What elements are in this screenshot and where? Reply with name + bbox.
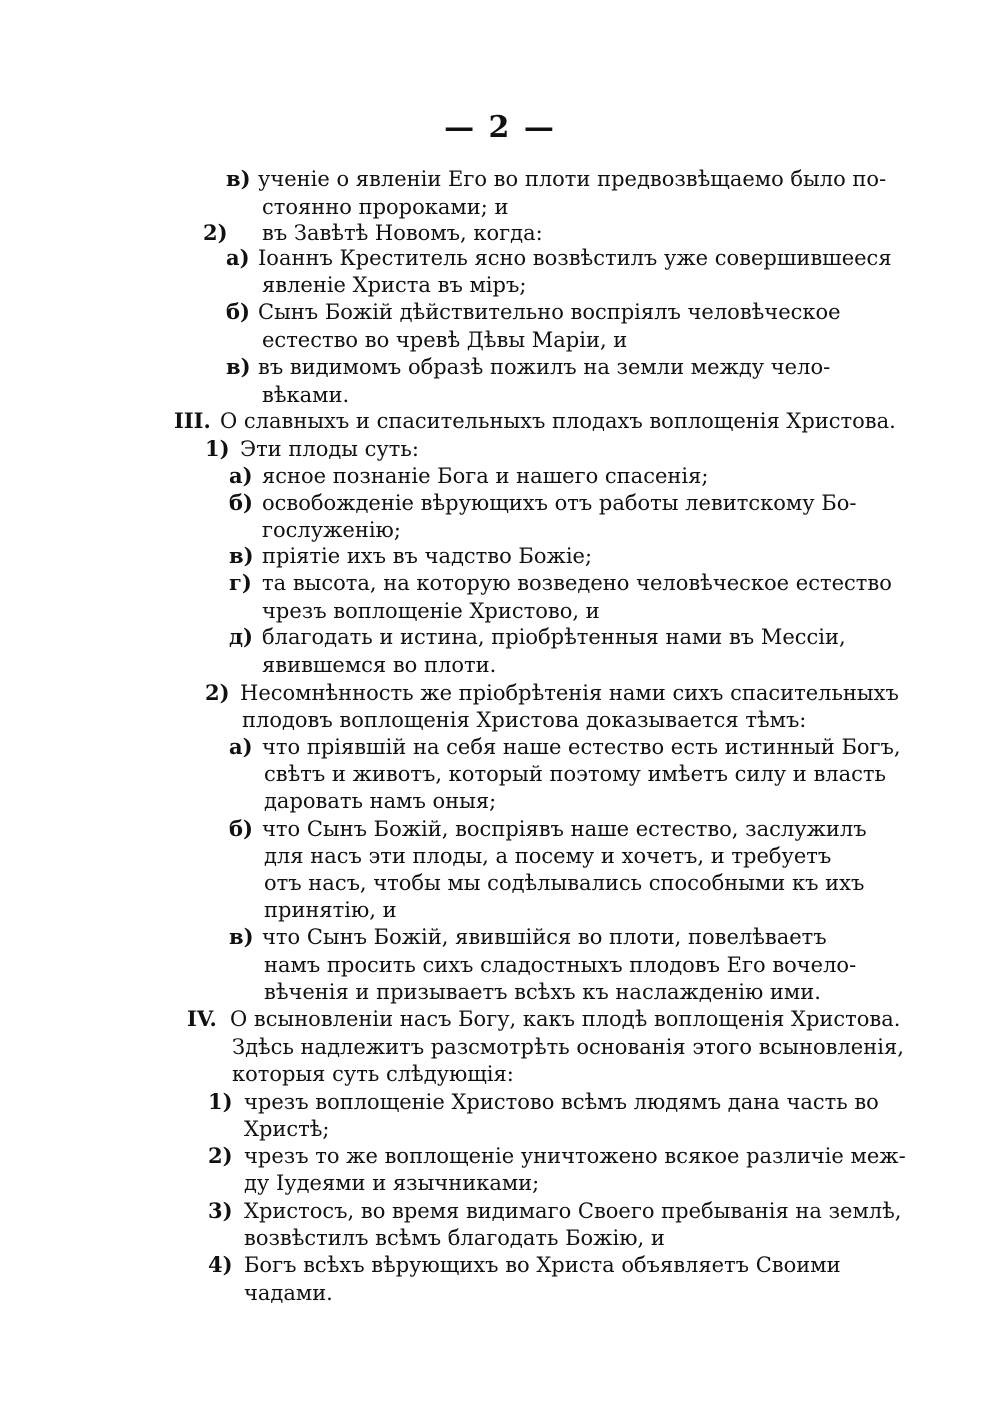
list-marker: 4) [208,1252,233,1277]
text-line: чрезъ воплощеніе Христово всѣмъ людямъ дана часть во [244,1090,879,1114]
list-marker: 2) [205,680,230,705]
list-marker: 1) [205,436,230,461]
text-line: естество во чревѣ Дѣвы Маріи, и [262,328,628,352]
text-line: явившемся во плоти. [262,653,497,677]
text-line: вѣченія и призываетъ всѣхъ къ наслажденію ими. [264,980,821,1004]
list-marker: 2) [203,220,228,245]
text-line: О всыновленіи насъ Богу, какъ плодѣ воплощенія Христова. [230,1007,901,1031]
text-line: стоянно пророками; и [262,195,509,219]
text-line: благодать и истина, пріобрѣтенныя нами въ Мессіи, [262,625,846,649]
list-marker: в) [226,354,251,379]
text-line: Христосъ, во время видимаго Своего пребыванія на землѣ, [244,1199,902,1223]
list-marker: а) [229,734,253,759]
text-line: вѣками. [262,383,350,407]
text-line: ясное познаніе Бога и нашего спасенія; [262,464,709,488]
text-line: Сынъ Божій дѣйствительно воспріялъ человѣческое [258,300,841,324]
list-marker: а) [226,245,250,270]
page-number: — 2 — [444,110,556,145]
list-marker: а) [229,463,253,488]
text-line: что Сынъ Божій, явившійся во плоти, повелѣваетъ [262,925,827,949]
text-line: плодовъ воплощенія Христова доказывается тѣмъ: [242,708,807,732]
text-line: Здѣсь надлежитъ разсмотрѣть основанія этого всыновленія, [232,1035,904,1059]
list-marker: IV. [187,1006,217,1031]
text-line: Эти плоды суть: [240,437,419,461]
list-marker: г) [229,570,252,595]
list-marker: б) [229,816,253,841]
list-marker: д) [229,624,253,649]
text-line: Іоаннъ Креститель ясно возвѣстилъ уже совершившееся [258,246,892,270]
text-line: ученіе о явленіи Его во плоти предвозвѣщаемо было по- [258,167,887,191]
list-marker: б) [226,299,250,324]
text-line: чрезъ воплощеніе Христово, и [262,599,600,623]
text-line: ду Іудеями и язычниками; [244,1171,540,1195]
list-marker: III. [174,408,211,433]
text-line: въ Завѣтѣ Новомъ, когда: [262,221,543,245]
text-line: та высота, на которую возведено человѣческое естество [262,571,892,595]
text-line: освобожденіе вѣрующихъ отъ работы левитскому Бо- [262,491,857,515]
text-line: возвѣстилъ всѣмъ благодать Божію, и [244,1226,665,1250]
list-marker: 3) [208,1198,233,1223]
text-line: что пріявшій на себя наше естество есть истинный Богъ, [262,735,901,759]
text-line: даровать намъ оныя; [264,789,497,813]
list-marker: в) [226,166,251,191]
list-marker: 2) [208,1143,233,1168]
list-marker: в) [229,543,254,568]
text-line: чадами. [244,1281,333,1305]
text-line: которыя суть слѣдующія: [232,1062,514,1086]
list-marker: б) [229,490,253,515]
text-line: для насъ эти плоды, а посему и хочетъ, и требуетъ [264,844,832,868]
text-line: гослуженію; [262,518,401,542]
text-line: пріятіе ихъ въ чадство Божіе; [262,544,593,568]
text-line: Несомнѣнность же пріобрѣтенія нами сихъ спасительныхъ [240,681,899,705]
text-line: отъ насъ, чтобы мы содѣлывались способными къ ихъ [264,871,865,895]
text-line: явленіе Христа въ міръ; [262,273,527,297]
text-line: О славныхъ и спасительныхъ плодахъ воплощенія Христова. [220,409,896,433]
text-line: Христѣ; [244,1117,330,1141]
list-marker: в) [229,924,254,949]
text-line: въ видимомъ образѣ пожилъ на земли между чело- [258,355,831,379]
list-marker: 1) [208,1089,233,1114]
text-line: намъ просить сихъ сладостныхъ плодовъ Его вочело- [264,953,857,977]
text-line: чрезъ то же воплощеніе уничтожено всякое различіе меж- [244,1144,906,1168]
text-line: Богъ всѣхъ вѣрующихъ во Христа объявляетъ Своими [244,1253,841,1277]
text-line: что Сынъ Божій, воспріявъ наше естество, заслужилъ [262,817,867,841]
text-line: свѣтъ и животъ, который поэтому имѣетъ силу и власть [264,762,886,786]
text-line: принятію, и [264,898,397,922]
